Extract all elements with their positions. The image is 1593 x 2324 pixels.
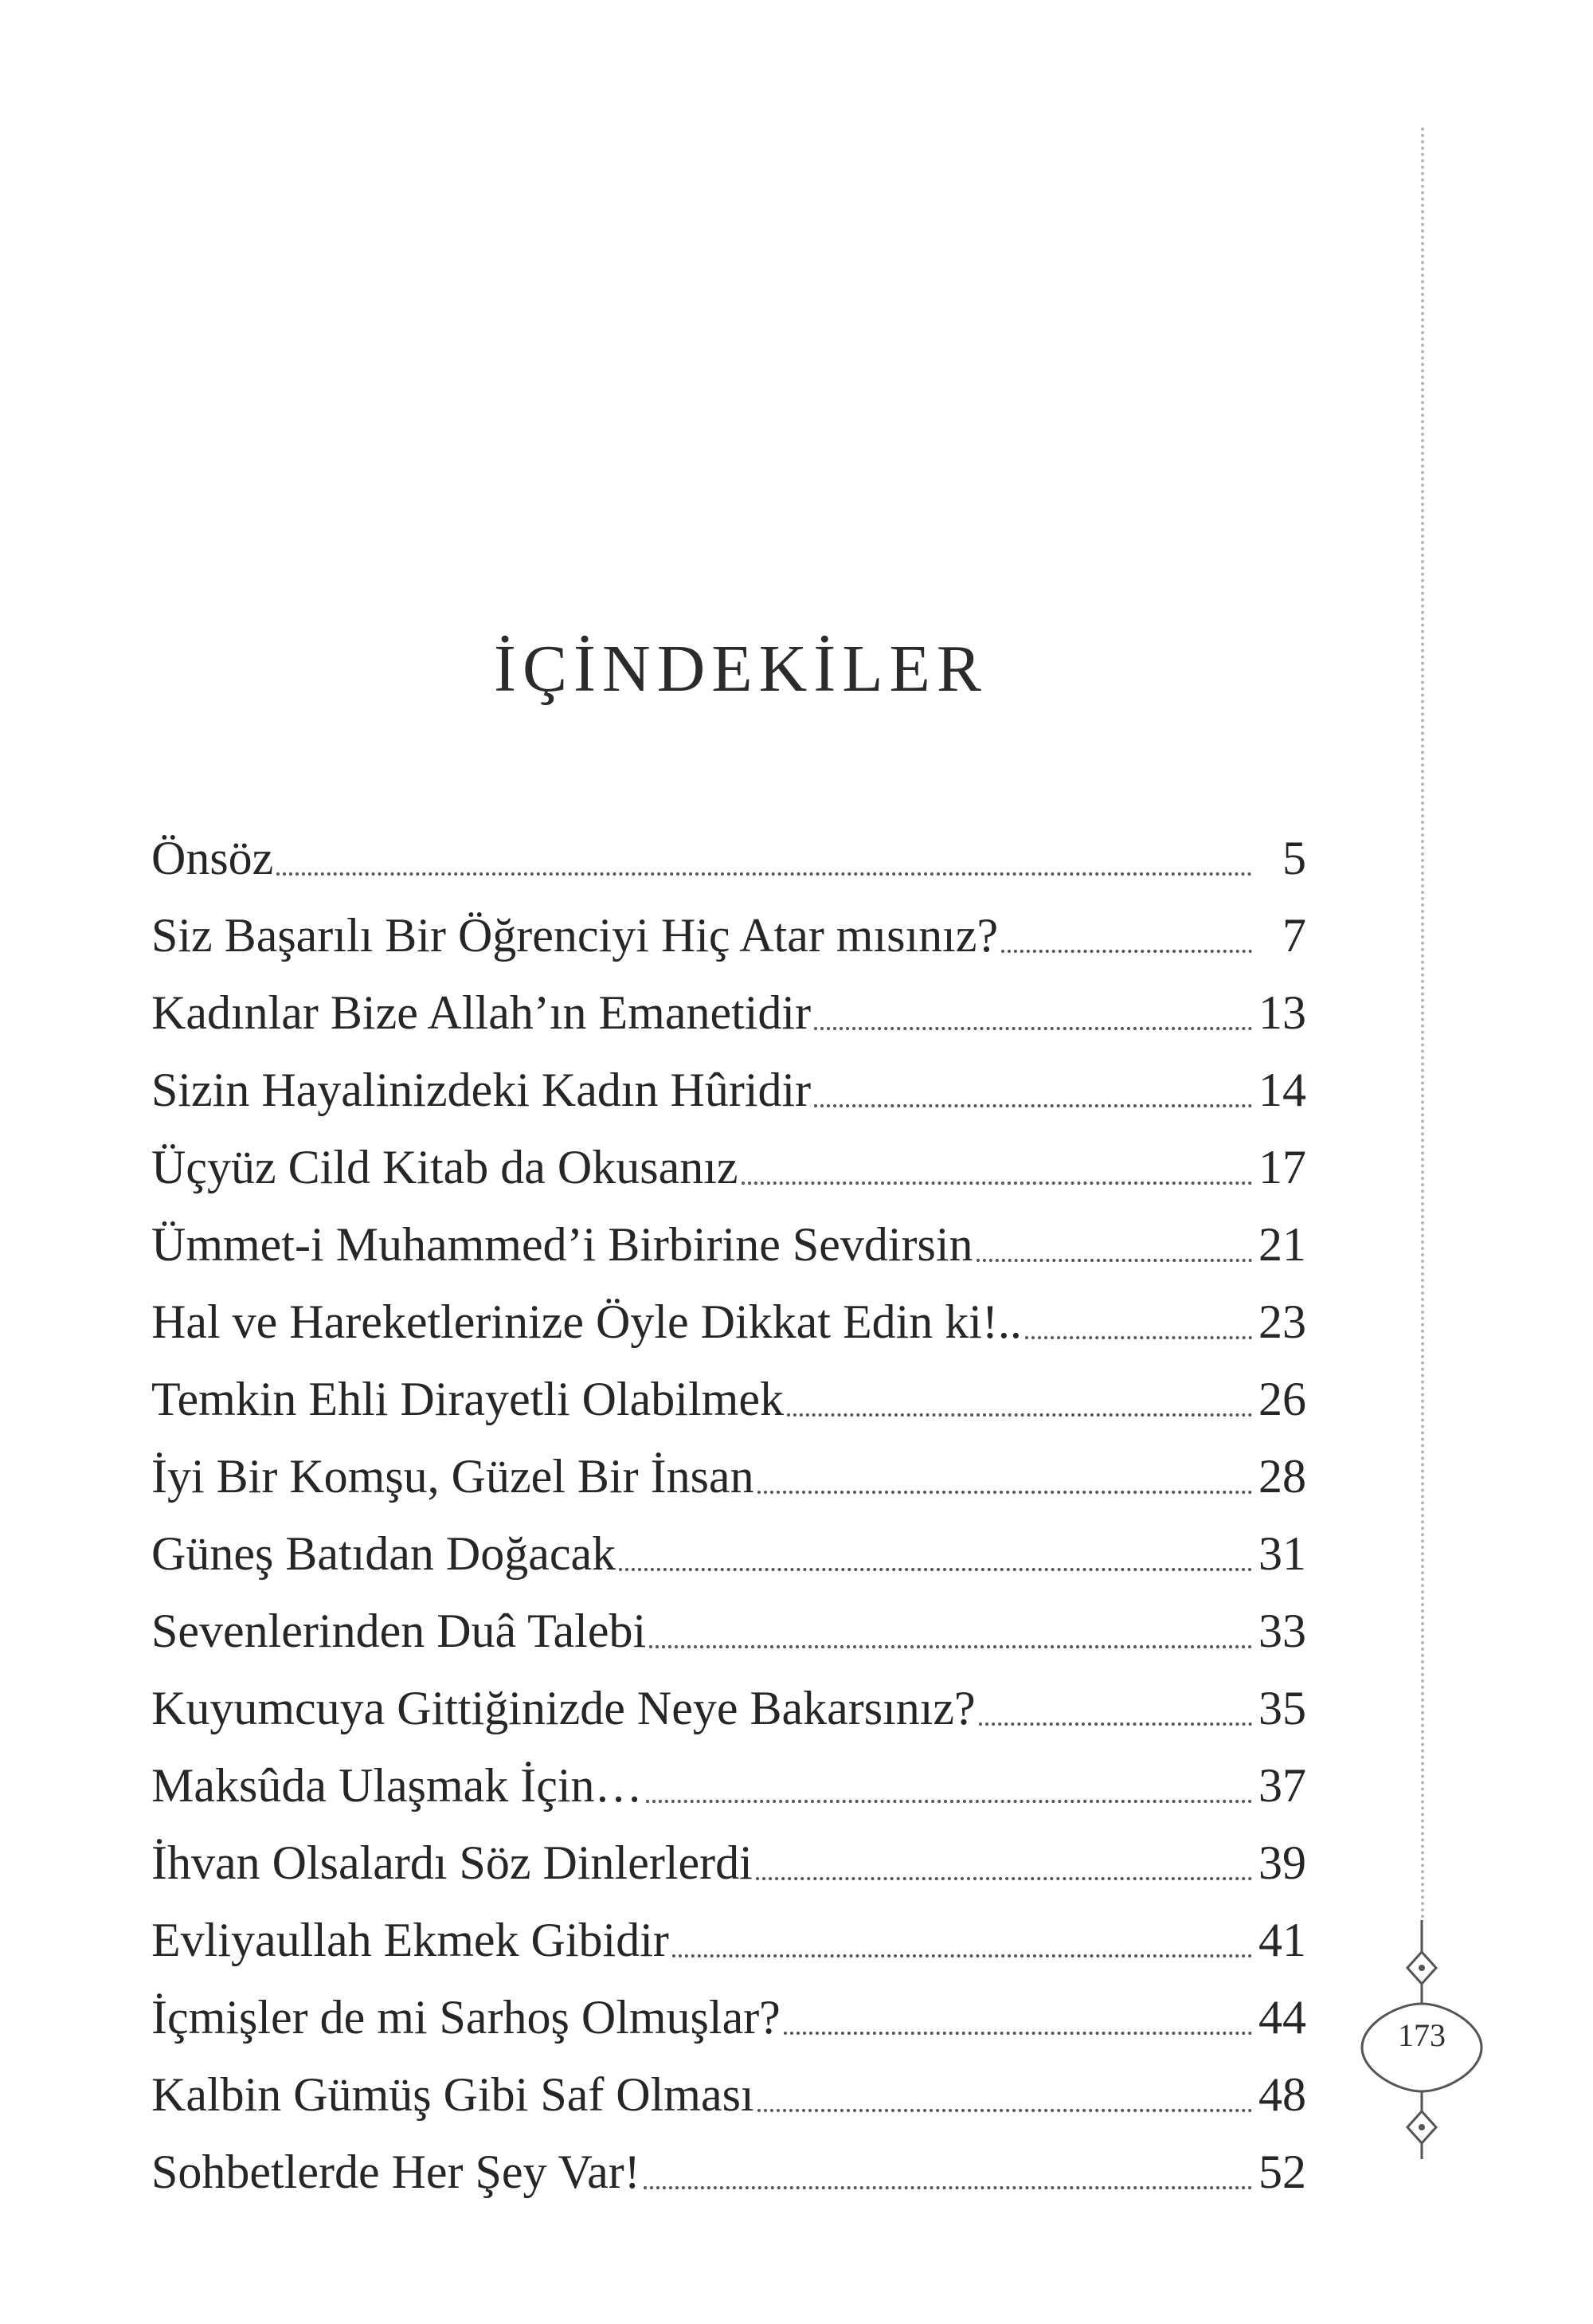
toc-entry-title: Maksûda Ulaşmak İçin… xyxy=(151,1759,643,1812)
toc-dot-leader xyxy=(814,1104,1252,1107)
toc-dot-leader xyxy=(757,1491,1252,1494)
toc-entry[interactable] xyxy=(151,1895,1306,1972)
toc-dot-leader xyxy=(1001,950,1252,953)
toc-dot-leader xyxy=(646,1800,1252,1803)
page-title: İÇİNDEKİLER xyxy=(494,632,988,707)
toc-entry[interactable] xyxy=(151,1508,1306,1585)
toc-entry-page: 14 xyxy=(1258,1064,1306,1116)
toc-entry-page: 5 xyxy=(1282,832,1306,884)
toc-entry-page: 37 xyxy=(1258,1759,1306,1812)
toc-entry-title: Kalbin Gümüş Gibi Saf Olması xyxy=(151,2068,754,2121)
toc-entry-title: İçmişler de mi Sarhoş Olmuşlar? xyxy=(151,1991,781,2044)
toc-dot-leader xyxy=(649,1645,1252,1648)
toc-entry[interactable] xyxy=(151,1354,1306,1431)
toc-entry-title: Ümmet-i Muhammed’i Birbirine Sevdirsin xyxy=(151,1218,973,1271)
toc-dot-leader xyxy=(672,1954,1252,1958)
toc-entry-title: Önsöz xyxy=(151,832,274,884)
toc-entry-page: 26 xyxy=(1258,1373,1306,1425)
toc-entry-page: 35 xyxy=(1258,1682,1306,1734)
toc-entry-title: Sohbetlerde Her Şey Var! xyxy=(151,2146,640,2198)
toc-entry[interactable] xyxy=(151,1740,1306,1817)
toc-dot-leader xyxy=(756,1877,1252,1880)
toc-entry-title: Üçyüz Cild Kitab da Okusanız xyxy=(151,1141,738,1193)
toc-dot-leader xyxy=(644,2186,1252,2189)
toc-entry-page: 7 xyxy=(1282,909,1306,962)
toc-entry[interactable] xyxy=(151,1817,1306,1895)
toc-dot-leader xyxy=(787,1413,1252,1417)
toc-dot-leader xyxy=(977,1259,1252,1262)
margin-dotted-line xyxy=(1421,127,1424,1920)
toc-entry-title: İhvan Olsalardı Söz Dinlerlerdi xyxy=(151,1836,753,1889)
toc-dot-leader xyxy=(619,1568,1252,1571)
toc-dot-leader xyxy=(757,2109,1252,2112)
toc-entry[interactable] xyxy=(151,2126,1306,2204)
toc-entry[interactable] xyxy=(151,1663,1306,1740)
page-number: 173 xyxy=(1398,2017,1446,2053)
toc-entry-page: 23 xyxy=(1258,1295,1306,1348)
toc-entry-page: 28 xyxy=(1258,1450,1306,1503)
toc-dot-leader xyxy=(784,2032,1252,2035)
toc-entry-page: 21 xyxy=(1258,1218,1306,1271)
toc-entry[interactable] xyxy=(151,1122,1306,1199)
toc-entry-title: Hal ve Hareketlerinize Öyle Dikkat Edin ki!.. xyxy=(151,1295,1022,1348)
toc-entry-page: 44 xyxy=(1258,1991,1306,2044)
toc-entry-page: 31 xyxy=(1258,1527,1306,1580)
toc-dot-leader xyxy=(276,872,1252,876)
toc-entry[interactable] xyxy=(151,1276,1306,1354)
toc-entry-title: Temkin Ehli Dirayetli Olabilmek xyxy=(151,1373,784,1425)
toc-entry[interactable] xyxy=(151,890,1306,967)
toc-entry-title: Sevenlerinden Duâ Talebi xyxy=(151,1605,647,1657)
toc-entry-title: Kuyumcuya Gittiğinizde Neye Bakarsınız? xyxy=(151,1682,976,1734)
toc-dot-leader xyxy=(979,1722,1252,1726)
toc-entry-page: 41 xyxy=(1258,1914,1306,1966)
toc-entry[interactable] xyxy=(151,1972,1306,2049)
toc-dot-leader xyxy=(1025,1336,1252,1339)
toc-entry-page: 33 xyxy=(1258,1605,1306,1657)
toc-entry[interactable] xyxy=(151,2049,1306,2126)
toc-entry[interactable] xyxy=(151,967,1306,1044)
toc-entry-page: 17 xyxy=(1258,1141,1306,1193)
toc-entry[interactable] xyxy=(151,1431,1306,1508)
toc-entry-title: İyi Bir Komşu, Güzel Bir İnsan xyxy=(151,1450,754,1503)
toc-dot-leader xyxy=(814,1027,1252,1030)
toc-entry-page: 52 xyxy=(1258,2146,1306,2198)
toc-entry-title: Güneş Batıdan Doğacak xyxy=(151,1527,616,1580)
toc-entry-page: 48 xyxy=(1258,2068,1306,2121)
toc-entry[interactable] xyxy=(151,813,1306,890)
toc-dot-leader xyxy=(742,1182,1253,1185)
toc-entry[interactable] xyxy=(151,1585,1306,1663)
toc-entry-title: Siz Başarılı Bir Öğrenciyi Hiç Atar mısınız? xyxy=(151,909,999,962)
toc-entry-title: Kadınlar Bize Allah’ın Emanetidir xyxy=(151,986,812,1039)
table-of-contents xyxy=(151,813,1306,2204)
toc-entry-title: Evliyaullah Ekmek Gibidir xyxy=(151,1914,669,1966)
toc-entry-title: Sizin Hayalinizdeki Kadın Hûridir xyxy=(151,1064,812,1116)
toc-entry-page: 39 xyxy=(1258,1836,1306,1889)
toc-entry[interactable] xyxy=(151,1044,1306,1122)
toc-entry[interactable] xyxy=(151,1199,1306,1276)
toc-entry-page: 13 xyxy=(1258,986,1306,1039)
